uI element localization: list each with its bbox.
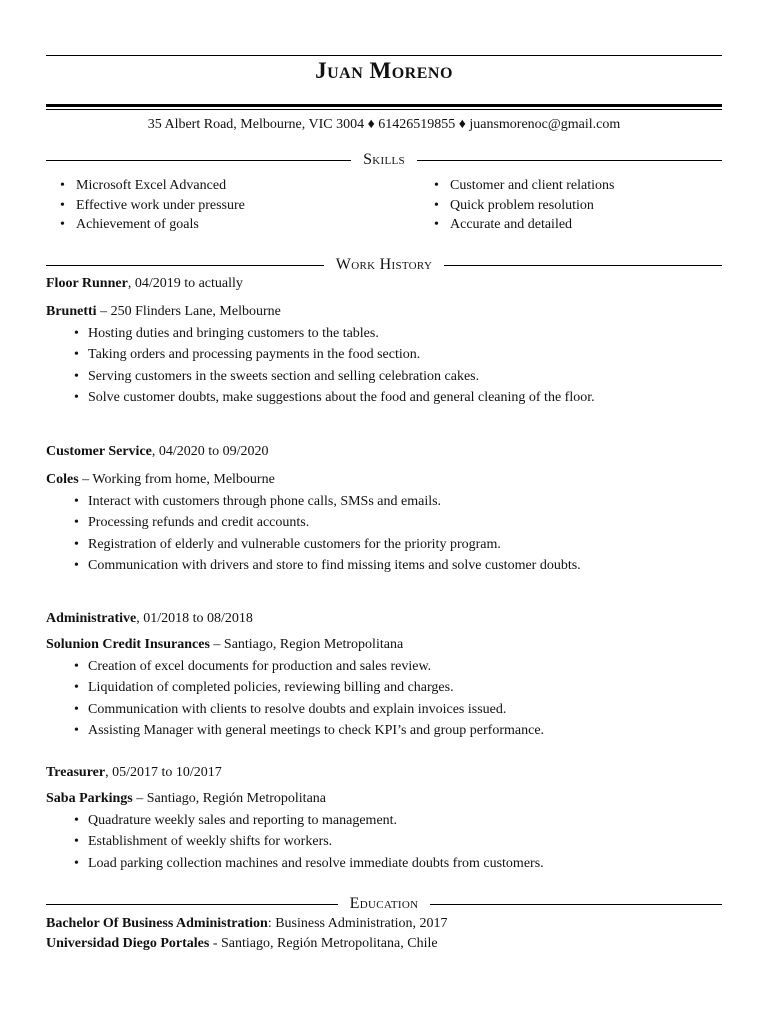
skills-heading [46,151,722,169]
job-duty: • Creation of excel documents for production and sales review. [74,656,722,677]
skills-heading-label: Skills [363,151,405,168]
candidate-name: Juan Moreno [315,58,453,83]
heading-line [417,160,722,161]
job-entry [46,610,722,741]
job-dates: , 01/2018 to 08/2018 [136,611,253,626]
work-history-heading [46,256,722,274]
job-duty: • Hosting duties and bringing customers to the tables. [74,323,722,344]
job-title: Administrative [46,611,137,626]
job-duty: • Establishment of weekly shifts for workers. [74,831,722,852]
job-duty: • Interact with customers through phone calls, SMSs and emails. [74,491,722,512]
employer-line [46,636,722,654]
job-dates: , 04/2019 to actually [127,276,243,291]
job-duties [46,656,722,741]
heading-line [430,904,722,905]
job-title-line [46,443,722,461]
job-duty: • Communication with clients to resolve doubts and explain invoices issued. [74,699,722,720]
job-duty: • Quadrature weekly sales and reporting to management. [74,810,722,831]
work-history-heading-label: Work History [335,256,433,273]
employer-location: – 250 Flinders Lane, Melbourne [96,304,281,319]
degree-line [46,914,722,934]
name-rule-thick [46,104,722,107]
job-entry [46,764,722,874]
employer-line [46,303,722,321]
job-title-line [46,275,722,293]
contact-line: 35 Albert Road, Melbourne, VIC 3004 ♦ 61426519855 ♦ juansmorenoc@gmail.com [147,117,621,132]
job-duty: • Serving customers in the sweets section and selling celebration cakes. [74,366,722,387]
job-title: Floor Runner [46,276,128,291]
education-block [46,914,722,954]
employer-name: Brunetti [46,304,97,319]
heading-line [46,265,324,266]
job-duty: • Solve customer doubts, make suggestions about the food and general cleaning of the floor. [74,387,722,408]
job-duties [46,323,722,408]
job-duty: • Taking orders and processing payments in the food section. [74,344,722,365]
employer-name: Coles [46,472,79,487]
job-duty: • Liquidation of completed policies, reviewing billing and charges. [74,677,722,698]
heading-line [444,265,722,266]
skill-item: • Customer and client relations [434,176,614,196]
employer-location: – Santiago, Región Metropolitana [132,791,326,806]
job-title: Treasurer [46,765,106,780]
employer-line [46,790,722,808]
job-duty: • Communication with drivers and store to find missing items and solve customer doubts. [74,555,722,576]
job-duties [46,491,722,576]
job-entry [46,275,722,408]
job-title: Customer Service [46,444,152,459]
job-title-line [46,610,722,628]
school-name: Universidad Diego Portales [46,936,210,951]
degree-name: Bachelor Of Business Administration [46,916,268,931]
skill-item: • Effective work under pressure [60,196,245,216]
employer-location: – Working from home, Melbourne [78,472,275,487]
job-duty: • Processing refunds and credit accounts. [74,512,722,533]
heading-line [46,160,351,161]
top-rule [46,55,722,56]
skill-item: • Quick problem resolution [434,196,614,216]
employer-name: Saba Parkings [46,791,133,806]
employer-location: – Santiago, Region Metropolitana [209,637,404,652]
job-duty: • Registration of elderly and vulnerable customers for the priority program. [74,534,722,555]
skills-column-left [60,176,245,235]
degree-detail: : Business Administration, 2017 [267,916,448,931]
skills-column-right [434,176,614,235]
education-heading [46,895,722,913]
job-duties [46,810,722,874]
skill-item: • Achievement of goals [60,215,245,235]
heading-line [46,904,338,905]
employer-line [46,471,722,489]
school-line [46,934,722,954]
school-detail: - Santiago, Región Metropolitana, Chile [209,936,438,951]
education-heading-label: Education [349,895,419,912]
job-duty: • Load parking collection machines and resolve immediate doubts from customers. [74,853,722,874]
job-entry [46,443,722,576]
employer-name: Solunion Credit Insurances [46,637,210,652]
job-dates: , 04/2020 to 09/2020 [151,444,269,459]
skill-item: • Accurate and detailed [434,215,614,235]
name-rule-thin [46,109,722,110]
job-dates: , 05/2017 to 10/2017 [105,765,222,780]
job-duty: • Assisting Manager with general meetings to check KPI’s and group performance. [74,720,722,741]
skill-item: • Microsoft Excel Advanced [60,176,245,196]
job-title-line [46,764,722,782]
